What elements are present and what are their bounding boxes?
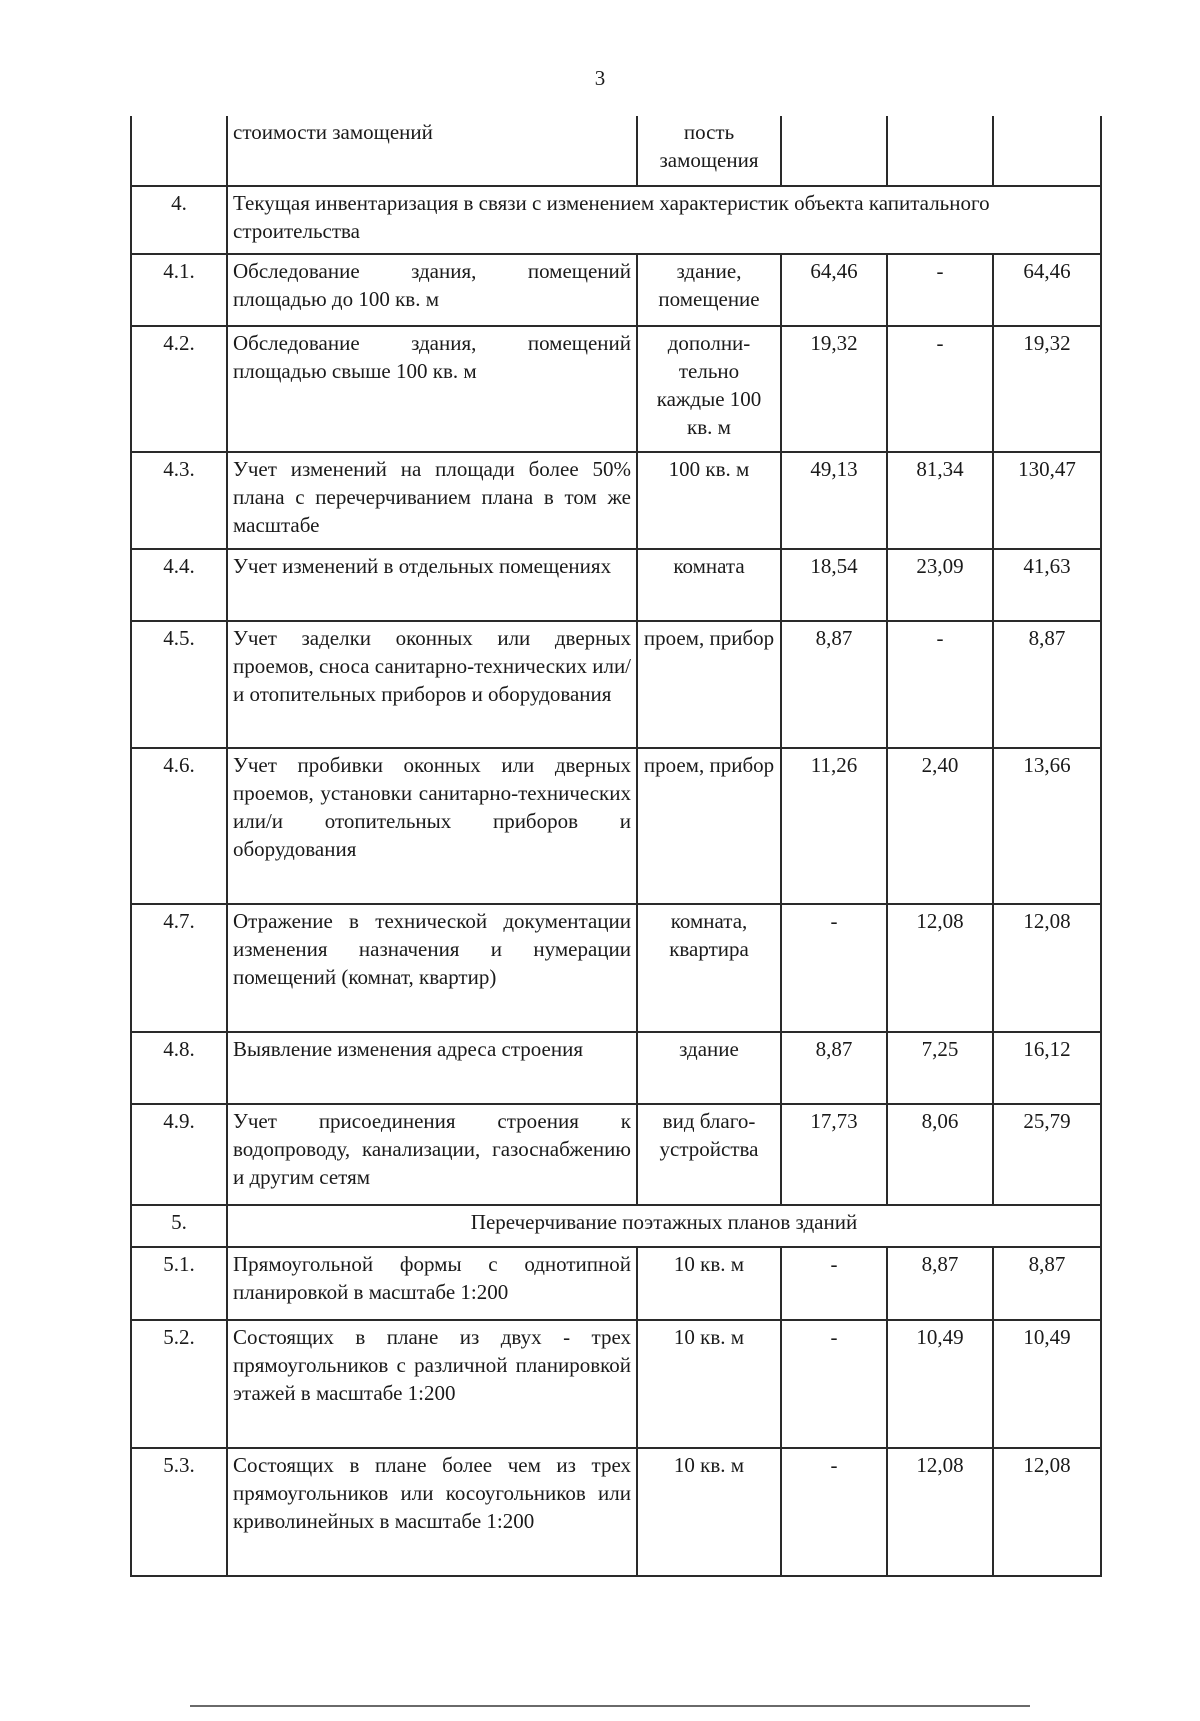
table-row — [131, 254, 1101, 326]
row-value-3: 13,66 — [993, 748, 1101, 904]
footer-divider — [190, 1705, 1030, 1707]
row-description-cell — [227, 254, 637, 326]
row-number: 5.2. — [131, 1320, 227, 1448]
row-value-2-cell — [887, 116, 993, 186]
row-value-2: 81,34 — [887, 452, 993, 549]
table-row — [131, 549, 1101, 621]
row-number: 4.7. — [131, 904, 227, 1032]
row-description-cell — [227, 1320, 637, 1448]
row-number: 4.6. — [131, 748, 227, 904]
table-row — [131, 1032, 1101, 1104]
table-row — [131, 1247, 1101, 1320]
row-value-3: 41,63 — [993, 549, 1101, 621]
row-value-2: 23,09 — [887, 549, 993, 621]
row-value-3: 10,49 — [993, 1320, 1101, 1448]
row-value-3-cell — [993, 116, 1101, 186]
row-value-1: 49,13 — [781, 452, 887, 549]
row-unit: 10 кв. м — [637, 1448, 781, 1576]
table-row — [131, 904, 1101, 1032]
row-value-2: 8,87 — [887, 1247, 993, 1320]
row-number: 4.1. — [131, 254, 227, 326]
row-unit: 10 кв. м — [637, 1247, 781, 1320]
row-value-2: 12,08 — [887, 1448, 993, 1576]
row-unit: комната, квартира — [637, 904, 781, 1032]
row-description: Учет изменений в отдельных помещениях — [233, 554, 612, 578]
row-unit: дополни-тельно каждые 100 кв. м — [637, 326, 781, 452]
row-description: Выявление изменения адреса строения — [233, 1037, 584, 1061]
row-value-3: 130,47 — [993, 452, 1101, 549]
section-title: Перечерчивание поэтажных планов зданий — [227, 1205, 1101, 1247]
row-description-cell — [227, 748, 637, 904]
row-number: 4.2. — [131, 326, 227, 452]
row-unit: здание — [637, 1032, 781, 1104]
row-unit: проем, прибор — [637, 621, 781, 748]
row-value-2: 10,49 — [887, 1320, 993, 1448]
row-value-2: - — [887, 326, 993, 452]
row-description: Обследование здания, помещений площадью до 100 кв. м — [233, 259, 631, 311]
row-value-1: 17,73 — [781, 1104, 887, 1205]
row-unit: комната — [637, 549, 781, 621]
row-unit: пость замощения — [659, 120, 759, 172]
row-value-1: 11,26 — [781, 748, 887, 904]
row-description: Прямоугольной формы с однотипной планировкой в масштабе 1:200 — [233, 1252, 631, 1304]
row-description-cell — [227, 1032, 637, 1104]
row-value-2: 2,40 — [887, 748, 993, 904]
row-description-cell — [227, 1104, 637, 1205]
row-unit: 10 кв. м — [637, 1320, 781, 1448]
row-description: Состоящих в плане из двух - трех прямоугольников с различной планировкой этажей в масштабе 1:200 — [233, 1325, 631, 1405]
row-description-cell — [227, 549, 637, 621]
row-number: 5.1. — [131, 1247, 227, 1320]
row-value-3: 16,12 — [993, 1032, 1101, 1104]
row-value-1: 18,54 — [781, 549, 887, 621]
row-unit-cell — [637, 116, 781, 186]
row-value-1: 8,87 — [781, 621, 887, 748]
table-row — [131, 1320, 1101, 1448]
row-value-3: 12,08 — [993, 1448, 1101, 1576]
row-description: Состоящих в плане более чем из трех прямоугольников или косоугольников или криволинейных в масштабе 1:200 — [233, 1453, 631, 1533]
row-number: 4.5. — [131, 621, 227, 748]
row-number: 4.8. — [131, 1032, 227, 1104]
table-row — [131, 748, 1101, 904]
row-number: 4.3. — [131, 452, 227, 549]
row-number: 4.4. — [131, 549, 227, 621]
row-value-3: 8,87 — [993, 1247, 1101, 1320]
row-unit: здание, помещение — [637, 254, 781, 326]
row-number: 4.9. — [131, 1104, 227, 1205]
row-value-1: - — [781, 904, 887, 1032]
row-description-cell — [227, 452, 637, 549]
section-number: 4. — [131, 186, 227, 254]
row-value-3: 8,87 — [993, 621, 1101, 748]
row-value-2: 12,08 — [887, 904, 993, 1032]
row-description-cell — [227, 621, 637, 748]
row-description-cell — [227, 326, 637, 452]
row-value-2: - — [887, 254, 993, 326]
row-description: стоимости замощений — [233, 120, 433, 144]
section-number: 5. — [131, 1205, 227, 1247]
row-description: Учет изменений на площади более 50% плана с перечерчиванием плана в том же масштабе — [233, 457, 631, 537]
row-value-3: 25,79 — [993, 1104, 1101, 1205]
row-value-1: 64,46 — [781, 254, 887, 326]
row-number-cell — [131, 116, 227, 186]
row-description: Учет пробивки оконных или дверных проемов, установки санитарно-технических или/и отопительных приборов и оборудования — [233, 753, 631, 861]
row-value-1: - — [781, 1320, 887, 1448]
row-description: Учет заделки оконных или дверных проемов, сноса санитарно-технических или/и отопительных приборов и оборудования — [233, 626, 632, 706]
table-row — [131, 1104, 1101, 1205]
row-description-cell — [227, 904, 637, 1032]
row-value-1-cell — [781, 116, 887, 186]
row-value-2: 7,25 — [887, 1032, 993, 1104]
section-header-row — [131, 1205, 1101, 1247]
row-description-cell — [227, 116, 637, 186]
row-value-3: 19,32 — [993, 326, 1101, 452]
row-value-2: - — [887, 621, 993, 748]
table-row — [131, 1448, 1101, 1576]
row-value-2: 8,06 — [887, 1104, 993, 1205]
row-description: Учет присоединения строения к водопроводу, канализации, газоснабжению и другим сетям — [233, 1109, 631, 1189]
row-unit: проем, прибор — [637, 748, 781, 904]
row-value-1: 8,87 — [781, 1032, 887, 1104]
table-row — [131, 452, 1101, 549]
row-number: 5.3. — [131, 1448, 227, 1576]
row-value-3: 64,46 — [993, 254, 1101, 326]
row-description-cell — [227, 1247, 637, 1320]
row-description: Отражение в технической документации изменения назначения и нумерации помещений (комнат, квартир) — [233, 909, 631, 989]
row-value-1: - — [781, 1448, 887, 1576]
section-title: Текущая инвентаризация в связи с изменением характеристик объекта капитального строительства — [227, 186, 1101, 254]
row-description-cell — [227, 1448, 637, 1576]
row-unit: вид благо-устройства — [637, 1104, 781, 1205]
row-value-3: 12,08 — [993, 904, 1101, 1032]
row-value-1: - — [781, 1247, 887, 1320]
tariff-table — [130, 116, 1102, 1577]
table-row — [131, 326, 1101, 452]
row-description: Обследование здания, помещений площадью свыше 100 кв. м — [233, 331, 631, 383]
page-number: 3 — [594, 66, 606, 90]
section-header-row — [131, 186, 1101, 254]
table-row — [131, 116, 1101, 186]
row-unit: 100 кв. м — [637, 452, 781, 549]
row-value-1: 19,32 — [781, 326, 887, 452]
table-row — [131, 621, 1101, 748]
